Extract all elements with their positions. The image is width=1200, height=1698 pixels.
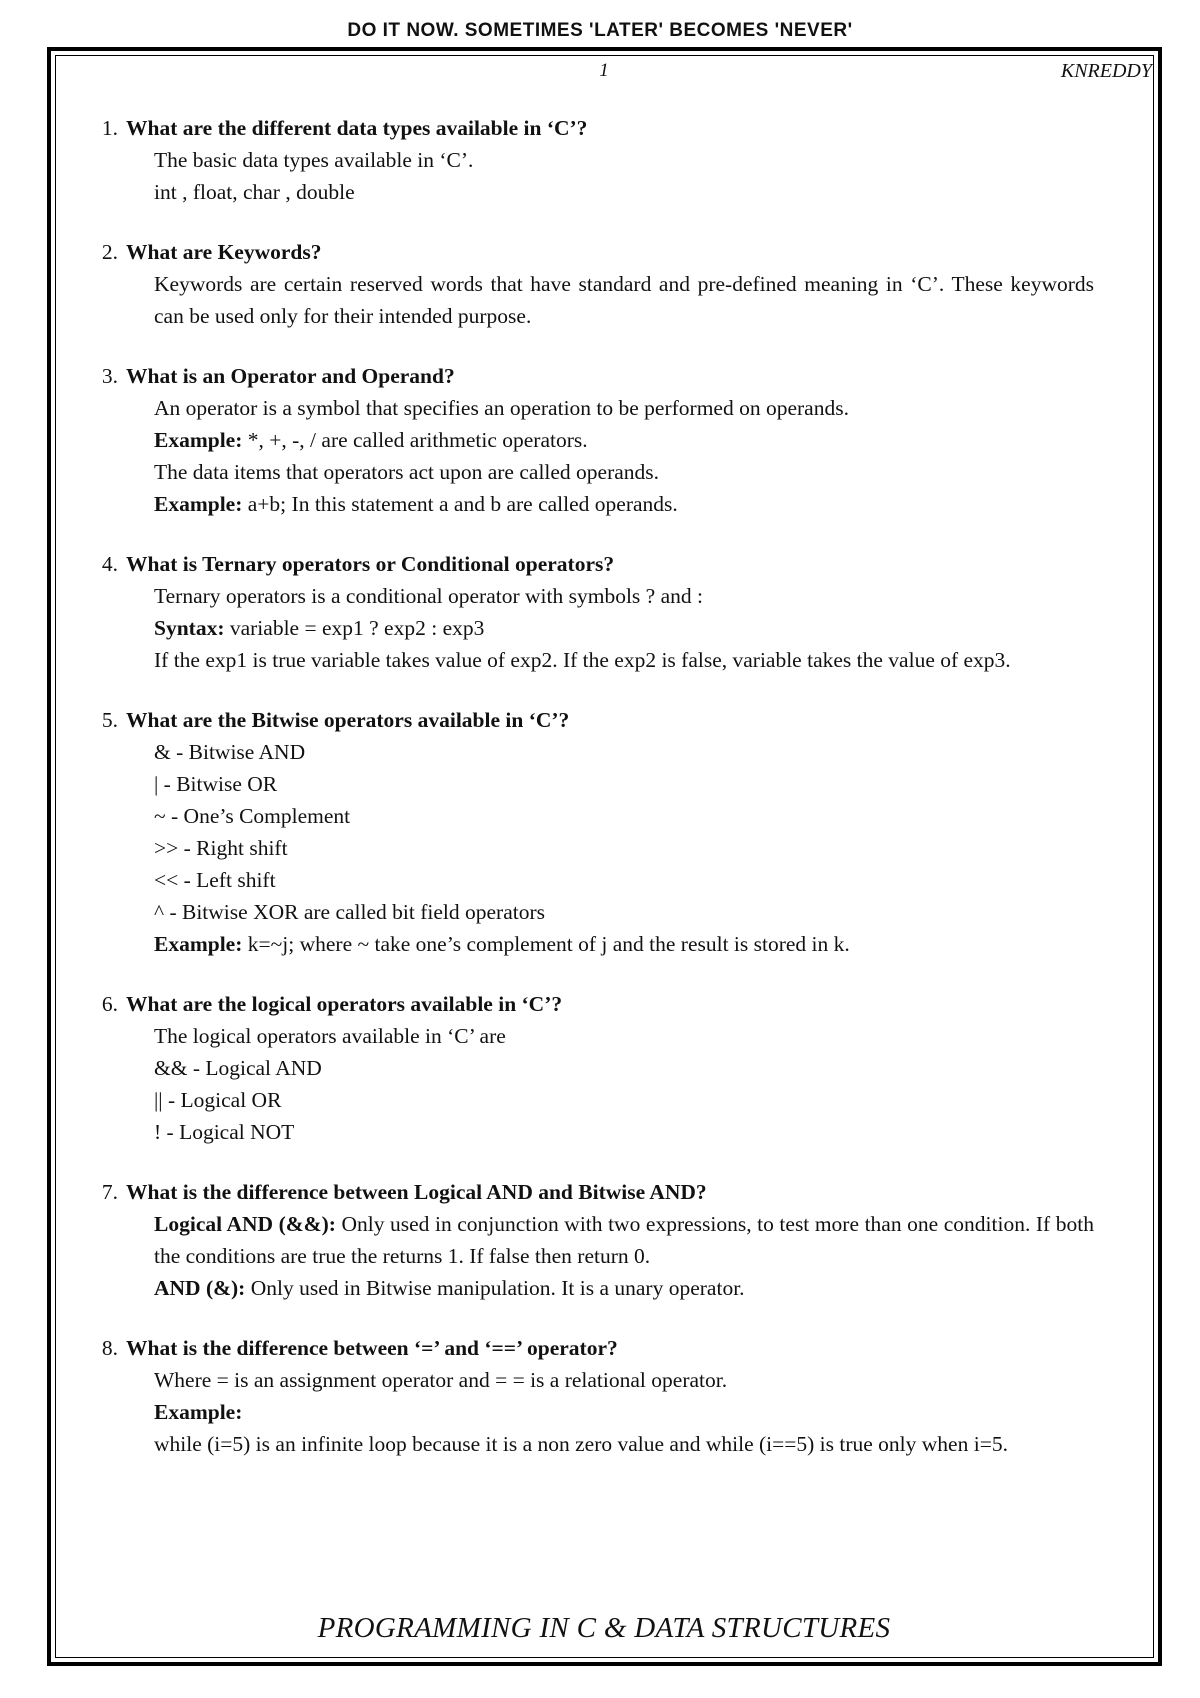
question-heading <box>84 548 1094 580</box>
page-number: 1 <box>599 60 609 81</box>
answer-text: ! - Logical NOT <box>154 1120 295 1144</box>
author-name: KNREDDY <box>1060 60 1152 82</box>
footer-title: PROGRAMMING IN C & DATA STRUCTURES <box>317 1612 891 1644</box>
question-title: What is Ternary operators or Conditional operators? <box>126 552 615 576</box>
question-number: 8. <box>101 1336 118 1360</box>
answer-text: && - Logical AND <box>154 1056 322 1080</box>
questions-list <box>84 112 1094 1488</box>
answer-line <box>154 832 1094 864</box>
answer-line <box>154 864 1094 896</box>
answer-body <box>84 580 1094 676</box>
question-heading <box>84 1176 1094 1208</box>
question-item <box>84 1332 1094 1460</box>
question-number: 6. <box>101 992 118 1016</box>
answer-label: Example: <box>154 932 243 956</box>
answer-text: while (i=5) is an infinite loop because it is a non zero value and while (i==5) is true only when i=5. <box>154 1432 1008 1456</box>
answer-line <box>154 1428 1094 1460</box>
answer-line <box>154 144 1094 176</box>
question-heading <box>84 236 1094 268</box>
question-heading <box>84 360 1094 392</box>
answer-text: k=~j; where ~ take one’s complement of j and the result is stored in k. <box>242 932 850 956</box>
answer-line <box>154 424 1094 456</box>
question-title: What are the Bitwise operators available in ‘C’? <box>126 708 570 732</box>
question-heading <box>84 988 1094 1020</box>
question-heading <box>84 112 1094 144</box>
answer-line <box>154 1020 1094 1052</box>
answer-text: Only used in Bitwise manipulation. It is a unary operator. <box>245 1276 745 1300</box>
answer-body <box>84 736 1094 960</box>
answer-line <box>154 928 1094 960</box>
question-item <box>84 1176 1094 1304</box>
answer-body <box>84 1208 1094 1304</box>
question-number: 4. <box>101 552 118 576</box>
question-title: What is the difference between Logical AND and Bitwise AND? <box>126 1180 707 1204</box>
answer-text: variable = exp1 ? exp2 : exp3 <box>224 616 485 640</box>
question-item <box>84 360 1094 520</box>
answer-line <box>154 1396 1094 1428</box>
answer-text: Keywords are certain reserved words that have standard and pre-defined meaning in ‘C’. These keywords can be used only for their intended purpose. <box>154 272 1094 328</box>
answer-text: ^ - Bitwise XOR are called bit field operators <box>154 900 545 924</box>
answer-label: Syntax: <box>154 616 225 640</box>
answer-text: & - Bitwise AND <box>154 740 306 764</box>
answer-line <box>154 612 1094 644</box>
answer-text: Only used in conjunction with two expressions, to test more than one condition. If both the conditions are true the returns 1. If false then return 0. <box>154 1212 1094 1268</box>
answer-body <box>84 268 1094 332</box>
question-title: What are the logical operators available in ‘C’? <box>126 992 563 1016</box>
question-item <box>84 112 1094 208</box>
question-title: What is an Operator and Operand? <box>126 364 455 388</box>
answer-label: Example: <box>154 1400 243 1424</box>
answer-text: || - Logical OR <box>154 1088 282 1112</box>
answer-text: Where = is an assignment operator and = = is a relational operator. <box>154 1368 728 1392</box>
answer-text: *, +, -, / are called arithmetic operators. <box>242 428 588 452</box>
question-number: 1. <box>101 116 118 140</box>
question-number: 3. <box>101 364 118 388</box>
answer-line <box>154 1116 1094 1148</box>
question-number: 2. <box>101 240 118 264</box>
answer-body <box>84 392 1094 520</box>
question-item <box>84 548 1094 676</box>
answer-text: The basic data types available in ‘C’. <box>154 148 474 172</box>
answer-body <box>84 1364 1094 1460</box>
answer-text: ~ - One’s Complement <box>154 804 351 828</box>
answer-text: int , float, char , double <box>154 180 355 204</box>
answer-line <box>154 1364 1094 1396</box>
answer-line <box>154 456 1094 488</box>
answer-text: The logical operators available in ‘C’ are <box>154 1024 506 1048</box>
answer-line <box>154 580 1094 612</box>
answer-text: If the exp1 is true variable takes value of exp2. If the exp2 is false, variable takes the value of exp3. <box>154 648 1011 672</box>
question-heading <box>84 1332 1094 1364</box>
answer-text: a+b; In this statement a and b are called operands. <box>242 492 678 516</box>
answer-line <box>154 768 1094 800</box>
answer-line <box>154 392 1094 424</box>
answer-line <box>154 1208 1094 1272</box>
answer-label: Example: <box>154 492 243 516</box>
answer-body <box>84 144 1094 208</box>
answer-label: AND (&): <box>154 1276 246 1300</box>
question-title: What is the difference between ‘=’ and ‘==’ operator? <box>126 1336 618 1360</box>
answer-body <box>84 1020 1094 1148</box>
answer-label: Logical AND (&&): <box>154 1212 336 1236</box>
question-number: 7. <box>101 1180 118 1204</box>
answer-line <box>154 488 1094 520</box>
question-title: What are the different data types available in ‘C’? <box>126 116 588 140</box>
answer-line <box>154 268 1094 332</box>
answer-line <box>154 800 1094 832</box>
answer-text: Ternary operators is a conditional operator with symbols ? and : <box>154 584 703 608</box>
answer-text: The data items that operators act upon are called operands. <box>154 460 660 484</box>
answer-text: | - Bitwise OR <box>154 772 278 796</box>
question-item <box>84 988 1094 1148</box>
answer-text: An operator is a symbol that specifies an operation to be performed on operands. <box>154 396 849 420</box>
answer-line <box>154 1272 1094 1304</box>
answer-line <box>154 1052 1094 1084</box>
question-item <box>84 236 1094 332</box>
page-banner: DO IT NOW. SOMETIMES 'LATER' BECOMES 'NEVER' <box>347 20 853 41</box>
question-item <box>84 704 1094 960</box>
answer-label: Example: <box>154 428 243 452</box>
question-title: What are Keywords? <box>126 240 322 264</box>
answer-line <box>154 896 1094 928</box>
question-number: 5. <box>101 708 118 732</box>
answer-line <box>154 644 1094 676</box>
answer-text: >> - Right shift <box>154 836 288 860</box>
answer-line <box>154 1084 1094 1116</box>
answer-line <box>154 736 1094 768</box>
answer-line <box>154 176 1094 208</box>
answer-text: << - Left shift <box>154 868 276 892</box>
question-heading <box>84 704 1094 736</box>
